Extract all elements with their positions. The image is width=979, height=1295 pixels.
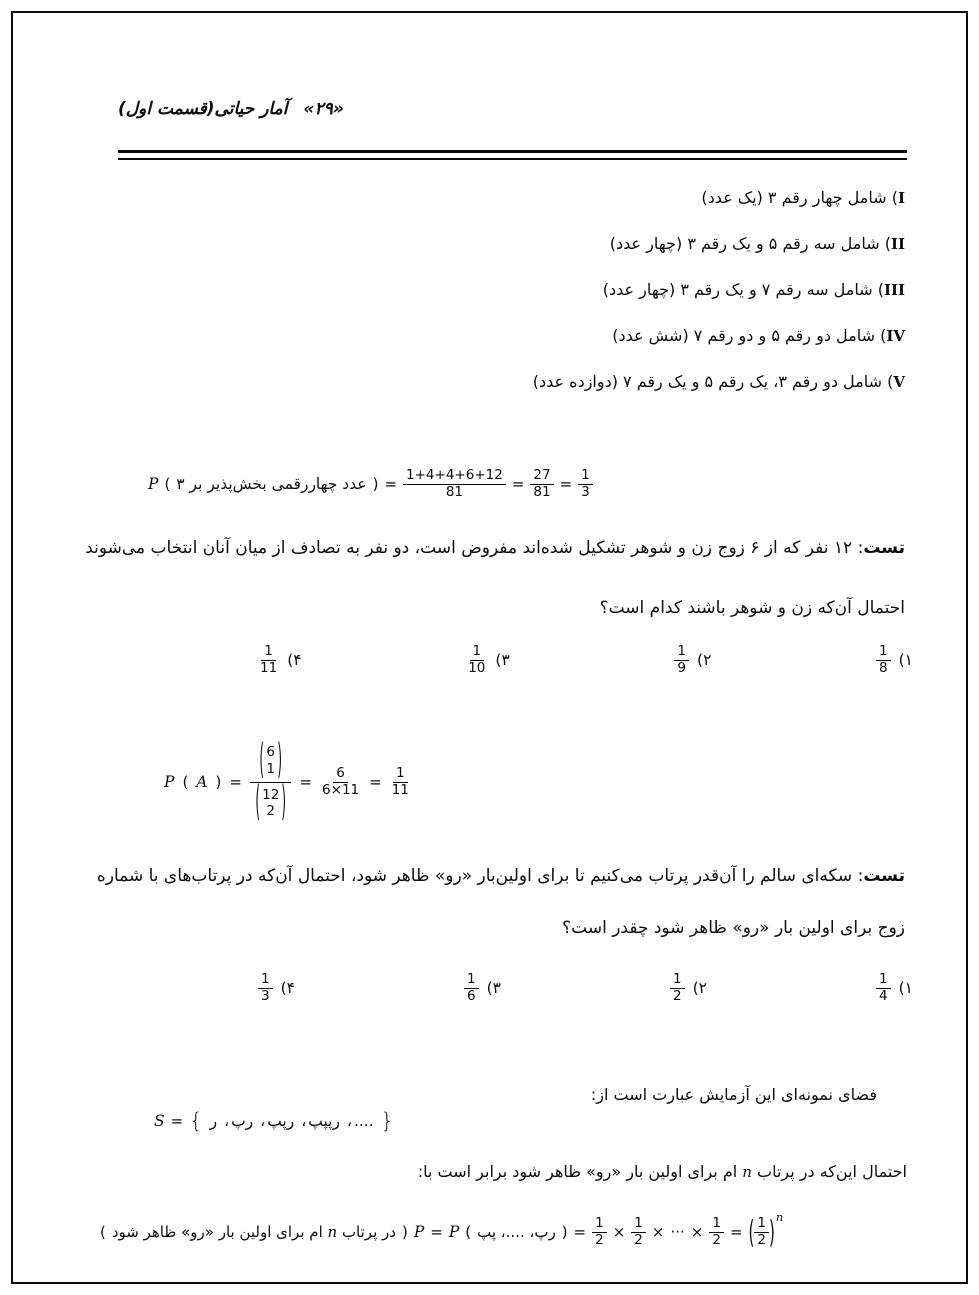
roman-numeral: I bbox=[897, 189, 905, 207]
fraction: $\frac{1+4+4+6+12}{81}$ bbox=[403, 468, 506, 501]
option-fraction: $\frac{1}{6}$ bbox=[464, 972, 479, 1005]
question-text: سکه‌ای سالم را آن‌قدر پرتاب می‌کنيم تا برای اولين‌بار «رو» ظاهر شود، احتمال آن‌که در پرتاب‌های با شماره bbox=[96, 866, 853, 886]
open-brace: { bbox=[189, 1109, 203, 1133]
option-number: ۲) bbox=[692, 979, 707, 997]
times-sign: × bbox=[612, 1223, 626, 1241]
open-paren: ( bbox=[465, 1223, 472, 1241]
list-item-1 bbox=[701, 188, 905, 207]
half-fraction: $\frac{1}{2}$ bbox=[631, 1216, 646, 1249]
half-fraction: $\frac{1}{2}$ bbox=[592, 1216, 607, 1249]
equals-sign: = bbox=[369, 773, 382, 791]
label-colon: : bbox=[852, 538, 864, 558]
tall-close-paren: ) bbox=[281, 780, 287, 827]
close-paren: ) bbox=[401, 1223, 408, 1241]
list-item-text: ) شامل دو رقم ۵ و دو رقم ۷ (شش عدد) bbox=[612, 326, 887, 345]
list-item-text: ) شامل چهار رقم ۳ (يک عدد) bbox=[701, 188, 898, 207]
times-sign: × bbox=[690, 1223, 704, 1241]
question2-line2 bbox=[562, 918, 905, 938]
n-variable: n bbox=[327, 1223, 338, 1241]
option-fraction: $\frac{1}{3}$ bbox=[258, 972, 273, 1005]
roman-numeral: IV bbox=[886, 327, 905, 345]
p-symbol: P bbox=[148, 475, 159, 493]
sample-space-set bbox=[154, 1104, 394, 1138]
p-symbol: P bbox=[164, 773, 175, 791]
open-paren: ( bbox=[100, 1223, 106, 1241]
couple-probability-formula bbox=[164, 724, 411, 840]
question1-line1 bbox=[85, 538, 905, 558]
half-fraction: $\frac{1}{2}$ bbox=[754, 1216, 769, 1249]
option-fraction: $\frac{1}{11}$ bbox=[260, 642, 278, 676]
answer-option-4 bbox=[258, 972, 295, 1005]
page-header bbox=[118, 99, 344, 119]
event-description: در پرتاب n ام برای اولين بار «رو» ظاهر شود bbox=[111, 1223, 396, 1241]
question2-line1 bbox=[97, 866, 905, 886]
option-number: ۴) bbox=[280, 979, 295, 997]
answer-option-2 bbox=[670, 972, 707, 1005]
list-item-text: ) شامل سه رقم ۵ و يک رقم ۳ (چهار عدد) bbox=[609, 234, 891, 253]
option-number: ۳) bbox=[495, 651, 510, 669]
half-fraction: $\frac{1}{2}$ bbox=[709, 1216, 724, 1249]
option-number: ۳) bbox=[486, 979, 501, 997]
s-symbol: S bbox=[154, 1112, 165, 1130]
answer-option-2 bbox=[674, 644, 711, 677]
times-sign: × bbox=[651, 1223, 665, 1241]
list-item-4 bbox=[612, 326, 905, 345]
document-title: آمار حياتی(قسمت اول) bbox=[118, 99, 288, 119]
set-elements: ر ، رپ ، رپپ ، رپپپ ، .... bbox=[209, 1112, 374, 1130]
binomial-ratio bbox=[250, 737, 292, 827]
equals-sign: = bbox=[229, 773, 242, 791]
answer-option-4 bbox=[258, 644, 302, 677]
list-item-text: ) شامل سه رقم ۷ و يک رقم ۳ (چهار عدد) bbox=[602, 280, 884, 299]
divisibility-probability-formula bbox=[148, 458, 593, 510]
equals-sign: = bbox=[511, 475, 525, 493]
equals-sign: = bbox=[299, 773, 313, 791]
nth-toss-probability-intro: احتمال اين‌که در پرتاب n ام برای اولين بار «رو» ظاهر شود برابر است با: bbox=[417, 1162, 907, 1181]
answer-option-3 bbox=[466, 644, 510, 677]
tall-close-paren: ) bbox=[768, 1213, 775, 1251]
option-fraction: $\frac{1}{8}$ bbox=[876, 644, 891, 677]
tall-open-paren: ( bbox=[255, 780, 260, 827]
p-symbol: P bbox=[448, 1223, 460, 1241]
fraction: $\frac{6}{6\times 11}$ bbox=[322, 764, 360, 798]
equals-sign: = bbox=[573, 1223, 587, 1241]
event-variable: A bbox=[196, 773, 208, 791]
answer-options-row-1 bbox=[258, 634, 913, 686]
list-item-5 bbox=[533, 372, 905, 391]
question-label: تست bbox=[863, 538, 905, 558]
fraction: $\frac{27}{81}$ bbox=[530, 468, 553, 501]
label-colon: : bbox=[852, 866, 864, 886]
list-item-text: ) شامل دو رقم ۳، يک رقم ۵ و يک رقم ۷ (دوازده عدد) bbox=[532, 372, 894, 391]
equals-sign: = bbox=[170, 1112, 184, 1130]
page-number-badge: «۲۹» bbox=[303, 99, 344, 119]
n-variable: n bbox=[742, 1163, 752, 1181]
nth-toss-probability-formula bbox=[100, 1203, 782, 1261]
tall-close-paren: ) bbox=[277, 737, 283, 784]
option-number: ۱) bbox=[898, 651, 913, 669]
question-text: ۱۲ نفر که از ۶ زوج زن و شوهر تشکيل شده‌اند مفروض است، دو نفر به تصادف از ميان آنان انتخاب می‌شوند bbox=[85, 538, 853, 558]
question1-line2 bbox=[600, 598, 905, 618]
answer-options-row-2 bbox=[258, 962, 913, 1014]
close-paren: ) bbox=[561, 1223, 568, 1241]
roman-numeral: V bbox=[893, 373, 905, 391]
list-item-2 bbox=[610, 234, 905, 253]
equals-sign: = bbox=[729, 1223, 743, 1241]
equals-sign: = bbox=[430, 1223, 443, 1241]
event-description: عدد چهاررقمی بخش‌پذير بر ۳ bbox=[176, 475, 367, 493]
option-number: ۲) bbox=[697, 651, 712, 669]
close-paren: ) bbox=[215, 773, 222, 791]
open-paren: ( bbox=[182, 773, 189, 791]
sample-space-intro: فضای نمونه‌ای اين آزمايش عبارت است از: bbox=[590, 1085, 877, 1104]
question-text: زوج برای اولين بار «رو» ظاهر شود چقدر است؟ bbox=[562, 918, 905, 938]
roman-numeral: II bbox=[890, 235, 905, 253]
option-number: ۱) bbox=[898, 979, 913, 997]
tall-open-paren: ( bbox=[748, 1213, 755, 1251]
denominator-binomial: ( 12 2 ) bbox=[255, 780, 287, 827]
option-fraction: $\frac{1}{4}$ bbox=[876, 972, 891, 1005]
roman-numeral: III bbox=[883, 281, 905, 299]
question-label: تست bbox=[863, 866, 905, 886]
tall-open-paren: ( bbox=[259, 737, 264, 784]
numerator-binomial: ( 6 1 ) bbox=[250, 744, 292, 783]
fraction: $\frac{1}{11}$ bbox=[391, 764, 409, 798]
list-item-3 bbox=[603, 280, 905, 299]
option-fraction: $\frac{1}{9}$ bbox=[674, 644, 689, 677]
p-symbol: P bbox=[413, 1223, 425, 1241]
answer-option-3 bbox=[464, 972, 501, 1005]
fraction: $\frac{1}{3}$ bbox=[578, 468, 593, 501]
ellipsis-dots: ··· bbox=[670, 1223, 685, 1241]
option-number: ۴) bbox=[287, 651, 302, 669]
half-power-n bbox=[748, 1210, 784, 1251]
close-paren: ) bbox=[372, 475, 379, 493]
answer-option-1 bbox=[876, 972, 913, 1005]
option-fraction: $\frac{1}{10}$ bbox=[468, 642, 486, 676]
header-divider-rule bbox=[118, 150, 907, 160]
equals-sign: = bbox=[384, 475, 398, 493]
equals-sign: = bbox=[559, 475, 573, 493]
exponent-n: n bbox=[775, 1210, 784, 1224]
answer-option-1 bbox=[876, 644, 913, 677]
close-brace: } bbox=[380, 1109, 395, 1133]
question-text: احتمال آن‌که زن و شوهر باشند کدام است؟ bbox=[599, 598, 905, 618]
outcome-sequence: رپ، ....، پپ bbox=[477, 1223, 556, 1241]
option-fraction: $\frac{1}{2}$ bbox=[670, 972, 685, 1005]
open-paren: ( bbox=[164, 475, 171, 493]
